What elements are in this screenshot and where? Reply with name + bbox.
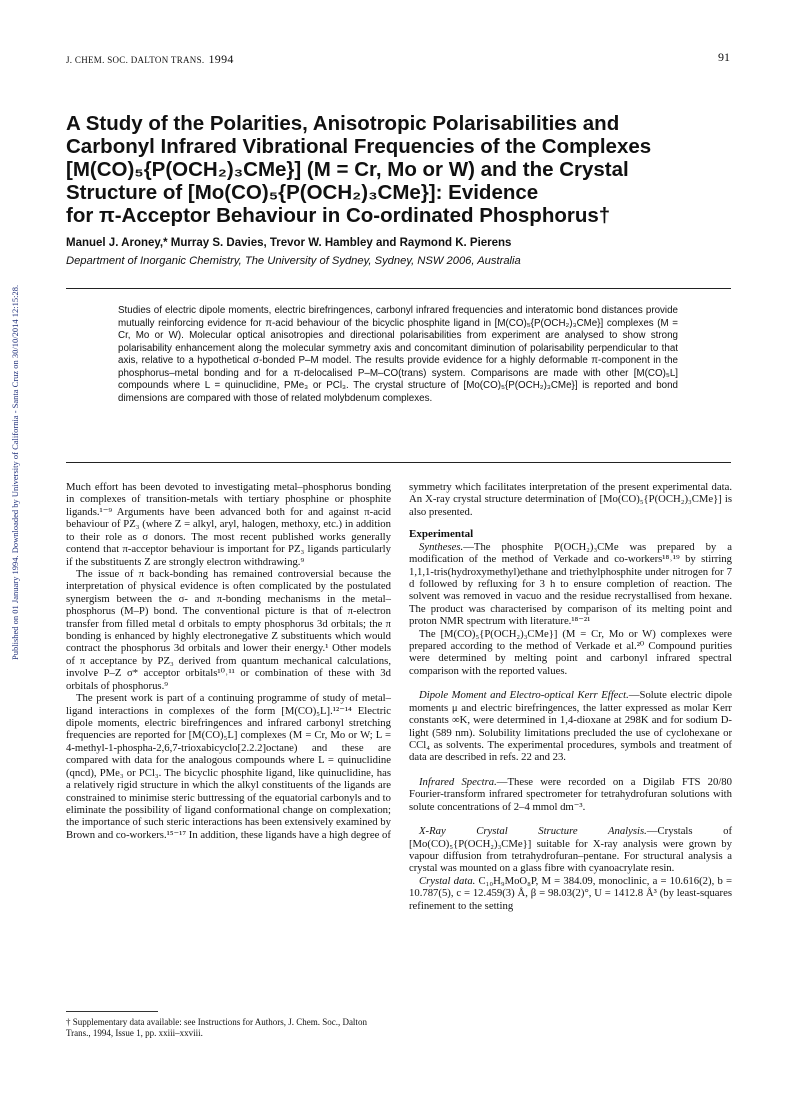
footnote-rule [66, 1011, 158, 1012]
download-side-note-text: Published on 01 January 1994. Downloaded by University of California - Santa Cruz on 30/10/2014 12:15:28. [10, 284, 20, 660]
syntheses-subheading: Syntheses. [419, 540, 464, 553]
abstract-bottom-rule [66, 462, 731, 463]
infrared-paragraph [409, 776, 732, 813]
section-heading-experimental: Experimental [409, 528, 474, 541]
title-line-1: A Study of the Polarities, Anisotropic Polarisabilities and [66, 112, 620, 135]
intro-paragraph-continued: symmetry which facilitates interpretation of the present experimental data. An X-ray crystal structure determination of [Mo(CO)₅{P(OCH₂)₃CMe}] is also presented. [409, 481, 732, 518]
syntheses-text: —The phosphite P(OCH₂)₃CMe was prepared by a modification of the method of Verkade and co-workers¹⁸˒¹⁹ by stirring 1,1,1-tris(hydroxymethyl)ethane and triethylphosphite under nitrogen for 7 d followed by refluxing for 3 h to ensure completion of reaction. The solvent was removed in vacuo and the residue recrystallised from hexane. The product was characterised by comparison of its melting point and proton NMR spectrum with literature.¹⁸⁻²¹ [409, 540, 732, 628]
page-number: 91 [718, 50, 730, 64]
infrared-text: —These were recorded on a Digilab FTS 20/80 Fourier-transform infrared spectrometer for tetrahydrofuran solutions with solute concentrations of 2–4 mmol dm⁻³. [409, 775, 732, 813]
dipole-paragraph [409, 689, 732, 764]
article-title [66, 112, 736, 227]
running-head [66, 52, 234, 67]
crystal-data-subheading: Crystal data. [419, 874, 476, 887]
title-line-3: [M(CO)₅{P(OCH₂)₃CMe}] (M = Cr, Mo or W) and the Crystal [66, 158, 629, 181]
dipole-text: —Solute electric dipole moments μ and electric birefringences, the latter expressed as molar Kerr constants ∞K, were determined in 1,4-dioxane at 298K and for sodium D-light (589 nm). Solubility limitations precluded the use of cyclohexane or CCl₄ as solvents. The experimental procedures, symbols and treatment of data are described in refs. 22 and 23. [409, 689, 732, 764]
infrared-subheading: Infrared Spectra. [419, 775, 497, 788]
crystal-data-text: C₁₀H₉MoO₈P, M = 384.09, monoclinic, a = 10.616(2), b = 10.787(5), c = 12.459(3) Å, β = 98.03(2)°, U = 1412.8 Å³ (by least-squares refinement to the setting [409, 874, 733, 912]
title-line-2: Carbonyl Infrared Vibrational Frequencies of the Complexes [66, 135, 652, 158]
dipole-subheading: Dipole Moment and Electro-optical Kerr Effect. [419, 689, 629, 702]
author-list: Manuel J. Aroney,* Murray S. Davies, Trevor W. Hambley and Raymond K. Pierens [66, 237, 512, 249]
syntheses-paragraph-2: The [M(CO)₅{P(OCH₂)₃CMe}] (M = Cr, Mo or W) complexes were prepared according to the method of Verkade et al.²⁰ Compound purities were determined by melting point and carbonyl infrared spectral comparison with the reported values. [409, 627, 732, 677]
intro-paragraph-3: The present work is part of a continuing programme of study of metal–ligand interactions in complexes of the form [M(CO)₅L].¹²⁻¹⁴ Electric dipole moments, electric birefringences and infrared carbonyl stretching frequencies are reported for [M(CO)₅L] complexes (M = Cr, Mo or W; L = 4-methyl-1-phospha-2,6,7-trioxabicyclo[2.2.2]octane) and these are compared with data for the analogous compounds where L = quinuclidine (qncd), PMe₃ or PCl₃. The bicyclic phosphite ligand, like quinuclidine, has a relatively rigid structure in which the alkyl constituents of the ligands are constrained to minimise steric buttressing of the equatorial carbonyls and to eliminate the possibility of ligand conformational change on complexation; the importance of such steric interactions has been extensively examined by Brown and co-workers.¹⁵⁻¹⁷ In addition, these ligands have a high degree of [66, 692, 391, 841]
right-column [409, 481, 732, 912]
abstract: Studies of electric dipole moments, electric birefringences, carbonyl infrared frequencies and interatomic bond distances provide mutually reinforcing evidence for π-acid behaviour of the bicyclic phosphite ligand in [M(CO)₅{P(OCH₂)₃CMe}] complexes (M = Cr, Mo or W). Molecular optical anisotropies and directional polarisabilities from experiment are analysed to show strong polarisability enhancement along the molecular symmetry axis and concomitant diminution of polarisability perpendicular to that axis, relative to a hypothetical σ-bonded P–M model. The results provide evidence for a highly deformable π-component in the phosphorus–metal bonding and for a π-delocalised P–M–CO(trans) system. Comparisons are made with other [M(CO)₅L] compounds where L = quinuclidine, PMe₃ or PCl₃. The crystal structure of [Mo(CO)₅{P(OCH₂)₃CMe}] is reported and bond dimensions are compared with those of related molybdenum complexes. [118, 305, 678, 404]
syntheses-paragraph-1 [409, 541, 732, 628]
journal-name: J. CHEM. SOC. DALTON TRANS. [66, 55, 205, 65]
xray-subheading: X-Ray Crystal Structure Analysis. [419, 825, 647, 838]
xray-paragraph [409, 825, 732, 875]
abstract-top-rule [66, 288, 731, 289]
affiliation: Department of Inorganic Chemistry, The University of Sydney, Sydney, NSW 2006, Australia [66, 255, 521, 267]
left-column [66, 481, 391, 841]
download-side-note [0, 40, 20, 660]
title-line-4: Structure of [Mo(CO)₅{P(OCH₂)₃CMe}]: Evidence [66, 181, 539, 204]
title-line-5: for π-Acceptor Behaviour in Co-ordinated Phosphorus† [66, 204, 611, 227]
footnote: † Supplementary data available: see Instructions for Authors, J. Chem. Soc., Dalton Trans., 1994, Issue 1, pp. xxiii–xxviii. [66, 1017, 367, 1038]
intro-paragraph-1: Much effort has been devoted to investigating metal–phosphorus bonding in complexes of transition-metals with tertiary phosphine or phosphite ligands.¹⁻⁹ Arguments have been advanced both for and against π-acid behaviour of PZ₃ (where Z = alkyl, aryl, halogen, methoxy, etc.) in addition to their role as σ donors. The most recent published works generally contend that π-acceptor behaviour is important for PZ₃ ligands particularly if the substituents Z are strongly electron withdrawing.⁹ [66, 481, 391, 568]
xray-text: —Crystals of [Mo(CO)₅{P(OCH₂)₃CMe}] suitable for X-ray analysis were grown by vapour diffusion from tetrahydrofuran–pentane. For structural analysis a crystal was mounted on a glass fibre with cyanoacrylate resin. [409, 825, 732, 875]
journal-year: 1994 [208, 52, 234, 66]
intro-paragraph-2: The issue of π back-bonding has remained controversial because the interpretation of physical evidence is often complicated by the postulated synergism between the σ- and π-bonding mechanisms in the metal–phosphorus (M–P) bond. The conventional picture is that of π-electron transfer from filled metal d orbitals to empty phosphorus 3d orbitals; the π bonding is enhanced by highly electronegative Z substituents which would contract the phosphorus 3d orbitals and lower their energy.¹ Other models of π acceptance by PZ₃ derived from quantum mechanical calculations, involve P–Z σ* acceptor orbitals¹⁰˒¹¹ or combination of these with 3d orbitals of phosphorus.⁹ [66, 567, 391, 692]
crystal-data-paragraph [409, 875, 732, 912]
